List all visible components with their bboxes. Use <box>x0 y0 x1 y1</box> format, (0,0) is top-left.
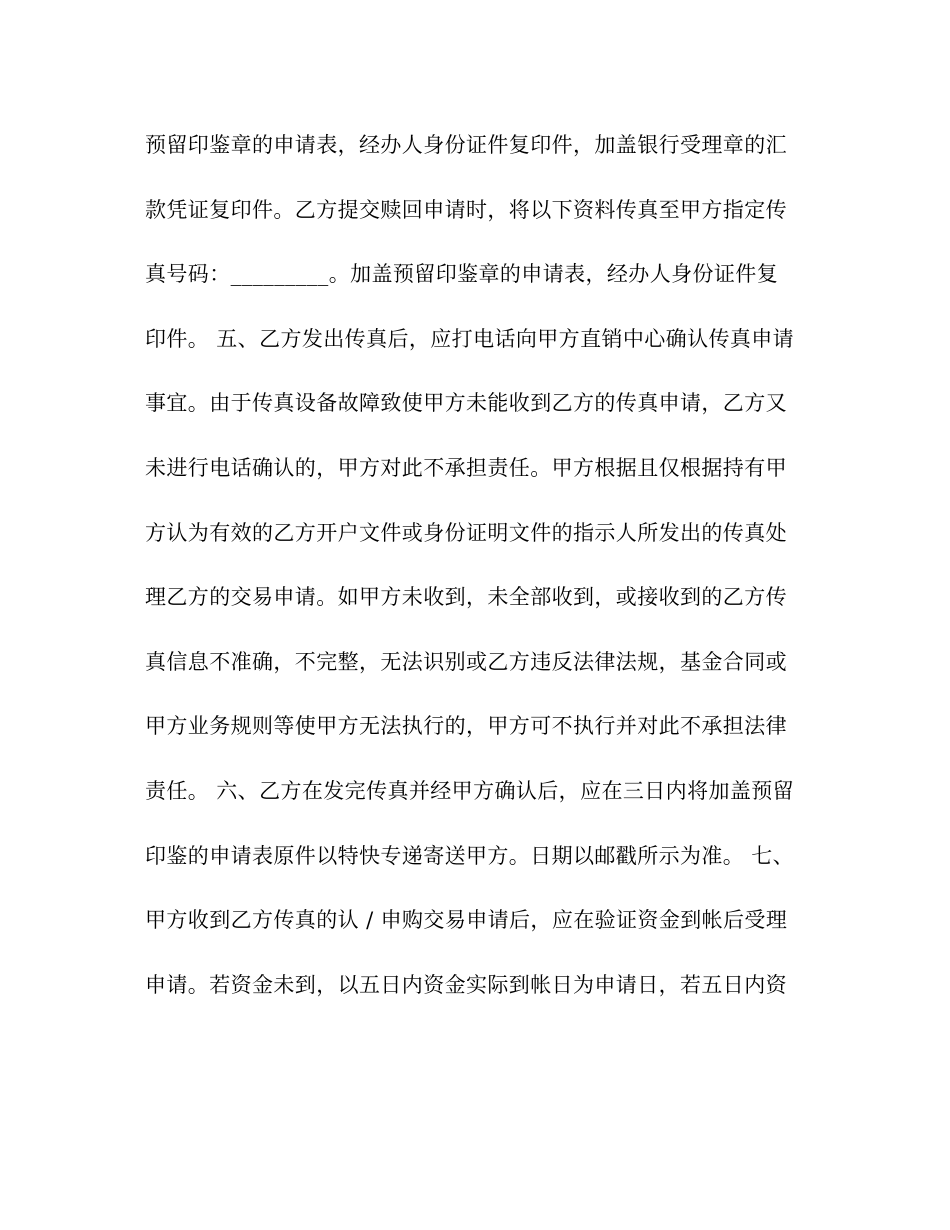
text-line: 款凭证复印件。乙方提交赎回申请时，将以下资料传真至甲方指定传 <box>145 197 787 222</box>
text-line: 理乙方的交易申请。如甲方未收到，未全部收到，或接收到的乙方传 <box>145 585 787 610</box>
text-line: 预留印鉴章的申请表，经办人身份证件复印件，加盖银行受理章的汇 <box>145 133 787 157</box>
text-line: 方认为有效的乙方开户文件或身份证明文件的指示人所发出的传真处 <box>145 520 787 545</box>
text-line: 事宜。由于传真设备故障致使甲方未能收到乙方的传真申请，乙方又 <box>145 391 787 416</box>
text-line: 甲方收到乙方传真的认 / 申购交易申请后，应在验证资金到帐后受理 <box>145 908 788 933</box>
text-line: 申请。若资金未到，以五日内资金实际到帐日为申请日，若五日内资 <box>145 972 787 997</box>
text-line: 印件。 五、乙方发出传真后，应打电话向甲方直销中心确认传真申请 <box>145 326 795 351</box>
body-text <box>145 113 825 1017</box>
text-line: 印鉴的申请表原件以特快专递寄送甲方。日期以邮戳所示为准。 七、 <box>145 843 795 868</box>
text-line: 责任。 六、乙方在发完传真并经甲方确认后，应在三日内将加盖预留 <box>145 778 795 803</box>
text-line: 真号码：_________。加盖预留印鉴章的申请表，经办人身份证件复 <box>145 262 779 287</box>
text-line: 真信息不准确，不完整，无法识别或乙方违反法律法规，基金合同或 <box>145 649 787 674</box>
text-line: 甲方业务规则等使甲方无法执行的，甲方可不执行并对此不承担法律 <box>145 714 787 739</box>
text-line: 未进行电话确认的，甲方对此不承担责任。甲方根据且仅根据持有甲 <box>145 455 787 480</box>
